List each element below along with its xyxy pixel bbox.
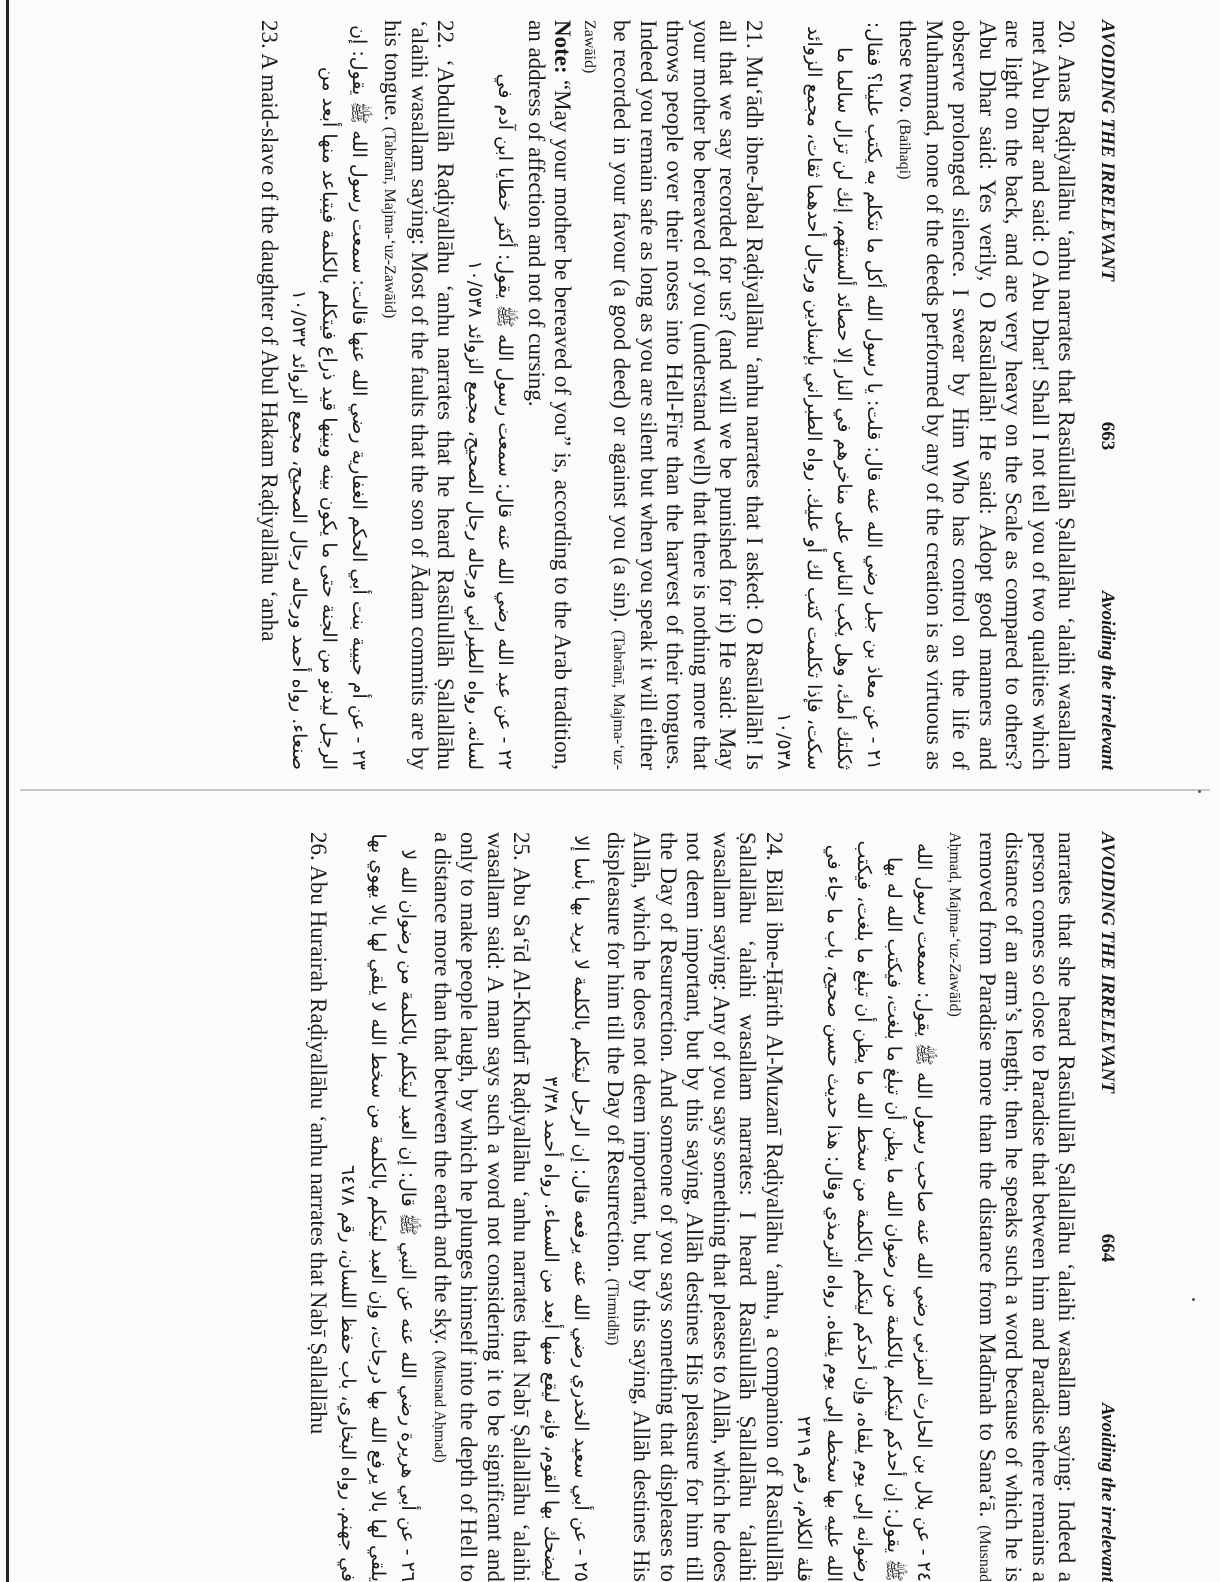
page-663 [0,20,1120,770]
hadith-21-arabic: ٢١ - عن معاذ بن جبل رضي الله عنه قال: قلت: يا رسول الله أكل ما نتكلم به يكتب علينا؟ فقال: ثكلتك أمك، وهل يكب الناس على مناخرهم في النار إلا حصائد ألسنتهم، إنك لن تزال سالما ما سكت، فإذا تكلمت كتب لك أو عليك. رواه الطبراني بإسنادين ورجال أحدهما ثقات، مجمع الزوائد ١٠/٥٣٨ [773,21,885,770]
running-head [1094,20,1121,770]
source-citation: (Musnad Aḥmad) [431,1350,448,1463]
header-title-left: AVOIDING THE IRRELEVANT [1097,832,1118,1094]
source-citation: (Tabrānī, Majma-‘uz-Zawāid) [381,126,399,319]
hadith-25-arabic: ٢٥ - عن أبي سعيد الخدري رضي الله عنه يرفعه قال: إن الرجل ليتكلم بالكلمة لا يريد بها بأسا إلا ليضحك بها القوم، فإنه ليقع منها أبعد من السماء. رواه أحمد ٣/٣٨ [540,835,593,1582]
page-664 [0,832,1120,1582]
page-number: 664 [1097,1233,1118,1263]
hadith-26-translation-start: 26. Abu Hurairah Raḍiyallāhu ‘anhu narrates that Nabī Ṣallallāhu [306,832,332,1435]
hadith-26-arabic: ٢٦ - عن أبي هريرة رضي الله عنه عن النبي ﷺ قال: إن العبد ليتكلم بالكلمة من رضوان الله لا يلقي لها بالا يرفع الله بها درجات، وإن العبد ليتكلم بالكلمة من سخط الله لا يلقي لها بالا يهوي بها في جهنم. رواه البخاري، باب حفظ اللسان، رقم ٦٤٧٨ [337,833,420,1582]
source-citation: (Tabrānī, Majma-‘uz-Zawāid) [581,20,628,770]
hadith-20-translation: 20. Anas Raḍiyallāhu ‘anhu narrates that Rasūlullāh Ṣallallāhu ‘alaihi wasallam met Abu Dhar and said: O Abu Dhar! Shall I not tell you of two qualities which are light on the back, and are very heavy on the Scale as compared to others? Abu Dhar said: Yes verily, O Rasūlallāh! He said: Adopt good manners and observe prolonged silence. I swear by Him Who has control on the life of Muhammad, none of the deeds performed by any of the creation is as virtuous as these two. (Baihaqi) [895,20,1080,770]
header-title-right: Avoiding the irrelevant [1097,590,1118,770]
source-citation: (Tirmidhī) [604,1278,621,1346]
hadith-22-translation: 22. ‘Abdullāh Raḍiyallāhu ‘anhu narrates that he heard Rasūlullāh Ṣallallāhu ‘alaihi wasallam saying: Most of the faults that the son of Ādam commits are by his tongue. (Tabrānī, Majma-‘uz-Zawāid) [380,20,459,770]
hadith-23-translation-cont: narrates that she heard Rasūlullāh Ṣallallāhu ‘alaihi wasallam saying: Indeed a person comes so close to Paradise that between him and Paradise there remains a distance of an arm’s length; then he speaks such a word because of which he is removed from Paradise more than the distance from Madīnah to Sana‘ā. (Musnad Aḥmad, Majma-‘uz-Zawāid) [946,832,1080,1582]
hadith-25-translation: 25. Abu Sa‘īd Al-Khudrī Raḍiyallāhu ‘anhu narrates that Nabī Ṣallallāhu ‘alaihi wasallam said: A man says such a word not considering it to be significant and only to make people laugh, by which he plunges himself into the depth of Hell to a distance more than that between the earth and the sky. (Musnad Aḥmad) [430,832,535,1582]
hadith-21-translation: 21. Mu‘ādh ibne-Jabal Raḍiyallāhu ‘anhu narrates that I asked: O Rasūlallāh! Is all that we say recorded for us? (and will we be punished for it) He said: May your mother be bereaved of you (understand well) that there is nothing more that throws people over their noses into Hell-Fire than the harvest of their tongues. Indeed you remain safe as long as you are silent but when you speak it will either be recorded in your favour (a good deed) or against you (a sin). (Tabrānī, Majma-‘uz-Zawāid) [581,20,767,770]
hadith-24-arabic: ٢٤ - عن بلال بن الحارث المزني رضي الله عنه صاحب رسول الله ﷺ يقول: سمعت رسول الله ﷺ يقول: إن أحدكم ليتكلم بالكلمة من رضوان الله ما يظن أن تبلغ ما بلغت، فيكتب الله له بها رضوانه إلى يوم يلقاه، وإن أحدكم ليتكلم بالكلمة من سخط الله ما يظن أن تبلغ ما بلغت، فيكتب الله عليه بها سخطه إلى يوم يلقاه. رواه الترمذي وقال: هذا حديث حسن صحيح، باب ما جاء في قلة الكلام، رقم ٢٣١٩ [793,840,935,1582]
header-title-right: Avoiding the irrelevant [1097,1402,1118,1582]
hadith-22-arabic: ٢٢ - عن عبد الله رضي الله عنه قال: سمعت رسول الله ﷺ يقول: أكثر خطايا ابن آدم في لسانه. رواه الطبراني ورجاله رجال الصحيح، مجمع الزوائد ١٠/٥٣٨ [464,73,517,770]
hadith-23-arabic: ٢٣ - عن أم حبيبة بنت أبي الحكم الغفارية رضي الله عنها قالت: سمعت رسول الله ﷺ يقول: إن الرجل ليدنو من الجنة حتى ما يكون بينه وبينها قيد ذراع فيتكلم بالكلمة فيتباعد منها أبعد من صنعاء. رواه أحمد ورجاله رجال الصحيح، مجمع الزوائد ١٠/٥٣٢ [288,25,370,770]
header-title-left: AVOIDING THE IRRELEVANT [1097,20,1118,282]
page-number: 663 [1097,421,1118,451]
book-fold-line [20,789,1210,791]
source-citation: (Musnad Aḥmad, Majma-‘uz-Zawāid) [946,832,993,1582]
scan-speck [1198,790,1201,793]
page-664-scan [0,812,1220,1582]
hadith-24-translation: 24. Bilāl ibne-Ḥārith Al-Muzanī Raḍiyallāhu ‘anhu, a companion of Rasūlullāh Ṣallallāhu ‘alaihi wasallam narrates: I heard Rasūlullāh Ṣallallāhu ‘alaihi wasallam saying: Any of you says something that pleases to Allāh, which he does not deem important, but by this saying, Allāh destines His pleasure for him till the Day of Resurrection. And someone of you says something that displeases to Allāh, which he does not deem important, but by this saying, Allāh destines His displeasure for him till the Day of Resurrection. (Tirmidhī) [603,832,787,1582]
hadith-23-translation-start: 23. A maid-slave of the daughter of Abul Hakam Raḍiyallāhu ‘anha [257,20,282,642]
note-label: Note: [550,20,576,74]
note-paragraph: Note: “May your mother be bereaved of you” is, according to the Arab tradition, an address of affection and not of cursing. [524,20,576,770]
source-citation: (Baihaqi) [896,119,914,180]
running-head [1094,832,1121,1582]
page-663-scan [0,0,1220,770]
